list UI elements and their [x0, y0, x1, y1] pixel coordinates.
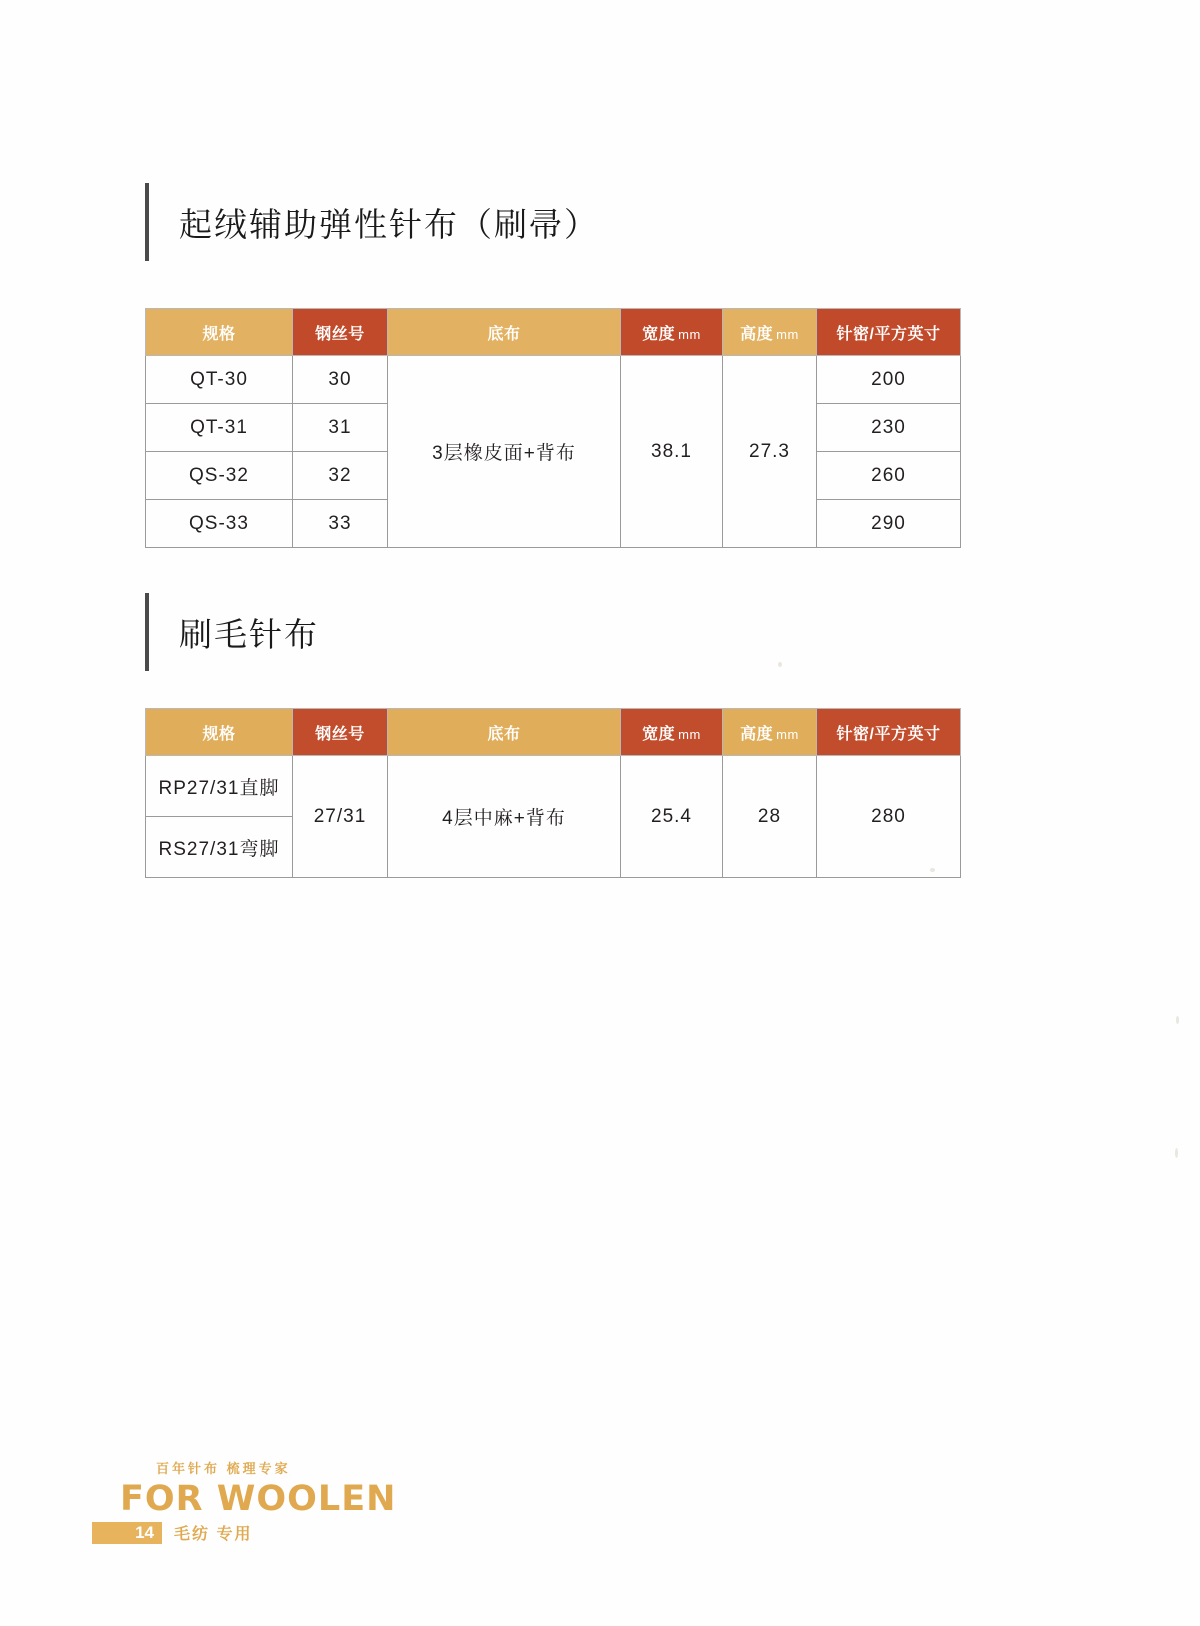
cell-width-merged: 38.1: [621, 356, 723, 548]
cell-wire: 31: [293, 404, 388, 452]
col-header-density: 针密/平方英寸: [817, 309, 961, 356]
section-title: 起绒辅助弹性针布（刷帚）: [179, 205, 599, 243]
col-header-base: 底布: [388, 709, 621, 756]
col-header-density: 针密/平方英寸: [817, 709, 961, 756]
cell-height-merged: 28: [723, 756, 817, 878]
cell-density-merged: 280: [817, 756, 961, 878]
col-header-height: 高度 mm: [723, 309, 817, 356]
col-header-wire: 钢丝号: [293, 709, 388, 756]
unit-mm: mm: [678, 326, 701, 342]
section-accent-bar: [145, 183, 149, 261]
col-header-wire: 钢丝号: [293, 309, 388, 356]
unit-mm: mm: [776, 326, 799, 342]
cell-base-merged: 4层中麻+背布: [388, 756, 621, 878]
table-header-row: [146, 709, 961, 756]
cell-density: 260: [817, 452, 961, 500]
spec-table-shuamao: [145, 708, 961, 878]
cell-wire-merged: 27/31: [293, 756, 388, 878]
unit-mm: mm: [776, 726, 799, 742]
table-header-row: [146, 309, 961, 356]
col-header-height: 高度 mm: [723, 709, 817, 756]
col-header-width: 宽度 mm: [621, 709, 723, 756]
cell-spec: QS-33: [146, 500, 293, 548]
unit-mm: mm: [678, 726, 701, 742]
footer-bottom-row: [92, 1521, 412, 1544]
cell-spec: RP27/31直脚: [146, 756, 293, 817]
footer-tagline: 百年针布 梳理专家: [156, 1461, 291, 1476]
spec-table-qirong: [145, 308, 961, 548]
section-accent-bar: [145, 593, 149, 671]
cell-width-merged: 25.4: [621, 756, 723, 878]
table-row: [146, 756, 961, 817]
cell-base-merged: 3层橡皮面+背布: [388, 356, 621, 548]
cell-wire: 32: [293, 452, 388, 500]
cell-spec: QT-31: [146, 404, 293, 452]
paper-speck: [1175, 1148, 1178, 1158]
cell-wire: 33: [293, 500, 388, 548]
footer-brand: FOR WOOLEN: [120, 1479, 397, 1519]
cell-spec: QS-32: [146, 452, 293, 500]
cell-wire: 30: [293, 356, 388, 404]
cell-height-merged: 27.3: [723, 356, 817, 548]
section-shuamao: [145, 592, 319, 672]
section-header: [145, 592, 319, 672]
cell-spec: RS27/31弯脚: [146, 817, 293, 878]
col-header-spec: 规格: [146, 709, 293, 756]
cell-spec: QT-30: [146, 356, 293, 404]
section-header: [145, 182, 599, 262]
col-header-base: 底布: [388, 309, 621, 356]
col-header-width: 宽度 mm: [621, 309, 723, 356]
col-header-spec: 规格: [146, 309, 293, 356]
cell-density: 230: [817, 404, 961, 452]
page-footer: [92, 1458, 412, 1548]
table-row: [146, 356, 961, 404]
cell-density: 200: [817, 356, 961, 404]
paper-speck: [1176, 1016, 1179, 1024]
page-number: 14: [92, 1522, 162, 1544]
paper-speck: [778, 662, 782, 667]
footer-subtitle: 毛纺 专用: [174, 1526, 253, 1543]
section-qirong: [145, 182, 599, 262]
section-title: 刷毛针布: [179, 615, 319, 653]
cell-density: 290: [817, 500, 961, 548]
